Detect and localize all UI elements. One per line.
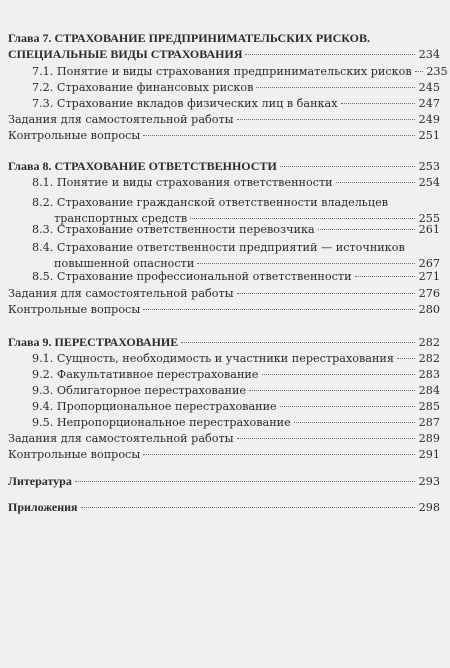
page-number: 289 <box>418 432 440 445</box>
page-number: 253 <box>418 160 440 173</box>
dot-leader <box>397 358 415 359</box>
dot-leader <box>75 481 415 482</box>
page-number: 282 <box>418 336 440 349</box>
toc-entry-9-4 <box>32 399 440 415</box>
chapter-7-title-line-1: Глава 7. СТРАХОВАНИЕ ПРЕДПРИНИМАТЕЛЬСКИХ РИСКОВ. <box>8 31 370 45</box>
entry-text: 8.1. Понятие и виды страхования ответственности <box>32 176 333 189</box>
dot-leader <box>262 374 416 375</box>
toc-entry-7-2 <box>32 80 440 96</box>
dot-leader <box>237 119 415 120</box>
page-number: 280 <box>418 303 440 316</box>
dot-leader <box>294 422 415 423</box>
toc-entry-8-5 <box>32 269 440 285</box>
entry-text: 9.5. Непропорциональное перестрахование <box>32 416 291 429</box>
page-number: 254 <box>418 176 440 189</box>
toc-entry-8-3 <box>32 222 440 238</box>
dot-leader <box>355 276 415 277</box>
entry-text: 7.3. Страхование вкладов физических лиц в банках <box>32 97 338 110</box>
entry-text: 9.2. Факультативное перестрахование <box>32 368 259 381</box>
page-number: 267 <box>418 257 440 270</box>
dot-leader <box>341 103 415 104</box>
entry-text: 9.3. Облигаторное перестрахование <box>32 384 247 397</box>
dot-leader <box>318 229 415 230</box>
dot-leader <box>181 342 415 343</box>
entry-text: 9.4. Пропорциональное перестрахование <box>32 400 277 413</box>
page-number: 285 <box>418 400 440 413</box>
dot-leader <box>237 438 415 439</box>
chapter-8-title: Глава 8. СТРАХОВАНИЕ ОТВЕТСТВЕННОСТИ <box>8 159 277 173</box>
chapter-9-title: Глава 9. ПЕРЕСТРАХОВАНИЕ <box>8 335 179 349</box>
dot-leader <box>81 507 415 508</box>
entry-text: Приложения <box>8 500 78 514</box>
toc-entry-appendices <box>8 499 440 515</box>
entry-text: Литература <box>8 474 72 488</box>
toc-entry-8-2-line-1: 8.2. Страхование гражданской ответственности владельцев <box>32 196 389 209</box>
dot-leader <box>143 309 415 310</box>
entry-text: Контрольные вопросы <box>8 303 141 316</box>
dot-leader <box>415 71 423 72</box>
page-number: 251 <box>418 129 440 142</box>
entry-text: 8.3. Страхование ответственности перевозчика <box>32 223 315 236</box>
dot-leader <box>245 54 415 55</box>
page-number: 249 <box>418 113 440 126</box>
page-number: 284 <box>418 384 440 397</box>
toc-entry-9-2 <box>32 367 440 383</box>
toc-entry-chapter-8 <box>8 158 440 174</box>
entry-text: 7.1. Понятие и виды страхования предпринимательских рисков <box>32 65 412 78</box>
toc-entry-8-4-line-1: 8.4. Страхование ответственности предприятий — источников <box>32 241 405 254</box>
page-number: 293 <box>418 475 440 488</box>
entry-text: 9.1. Сущность, необходимость и участники перестрахования <box>32 352 394 365</box>
page-number: 255 <box>418 212 440 225</box>
toc-entry-9-tasks <box>8 431 440 447</box>
entry-text-continued: транспортных средств <box>54 212 188 225</box>
entry-text: Задания для самостоятельной работы <box>8 287 234 300</box>
dot-leader <box>197 263 415 264</box>
toc-entry-9-questions <box>8 447 440 463</box>
dot-leader <box>249 390 415 391</box>
page-number: 247 <box>418 97 440 110</box>
page-number: 261 <box>418 223 440 236</box>
dot-leader <box>280 406 415 407</box>
toc-entry-9-3 <box>32 383 440 399</box>
entry-text-continued: повышенной опасности <box>54 257 195 270</box>
entry-text: Контрольные вопросы <box>8 448 141 461</box>
toc-entry-8-1 <box>32 175 440 191</box>
toc-entry-8-questions <box>8 302 440 318</box>
entry-text: 7.2. Страхование финансовых рисков <box>32 81 254 94</box>
entry-text: 8.5. Страхование профессиональной ответственности <box>32 270 352 283</box>
dot-leader <box>280 166 415 167</box>
toc-entry-7-3 <box>32 96 440 112</box>
dot-leader <box>336 182 415 183</box>
entry-text: Задания для самостоятельной работы <box>8 113 234 126</box>
page-number: 234 <box>418 48 440 61</box>
toc-entry-9-1 <box>32 351 440 367</box>
page-number: 245 <box>418 81 440 94</box>
dot-leader <box>143 454 415 455</box>
toc-entry-9-5 <box>32 415 440 431</box>
toc-entry-literature <box>8 473 440 489</box>
toc-entry-chapter-9 <box>8 334 440 350</box>
page-number: 282 <box>418 352 440 365</box>
dot-leader <box>237 293 415 294</box>
page-number: 235 <box>426 65 448 78</box>
chapter-7-title-line-2: СПЕЦИАЛЬНЫЕ ВИДЫ СТРАХОВАНИЯ <box>8 47 243 61</box>
page-number: 291 <box>418 448 440 461</box>
entry-text: Контрольные вопросы <box>8 129 141 142</box>
toc-entry-7-tasks <box>8 112 440 128</box>
toc-entry-chapter-7 <box>8 46 440 62</box>
dot-leader <box>190 218 415 219</box>
page-number: 271 <box>418 270 440 283</box>
toc-entry-8-tasks <box>8 286 440 302</box>
page-number: 298 <box>418 501 440 514</box>
page-number: 276 <box>418 287 440 300</box>
toc-entry-7-1 <box>32 64 448 80</box>
page-number: 287 <box>418 416 440 429</box>
entry-text: Задания для самостоятельной работы <box>8 432 234 445</box>
dot-leader <box>143 135 415 136</box>
dot-leader <box>256 87 415 88</box>
page-number: 283 <box>418 368 440 381</box>
toc-entry-7-questions <box>8 128 440 144</box>
